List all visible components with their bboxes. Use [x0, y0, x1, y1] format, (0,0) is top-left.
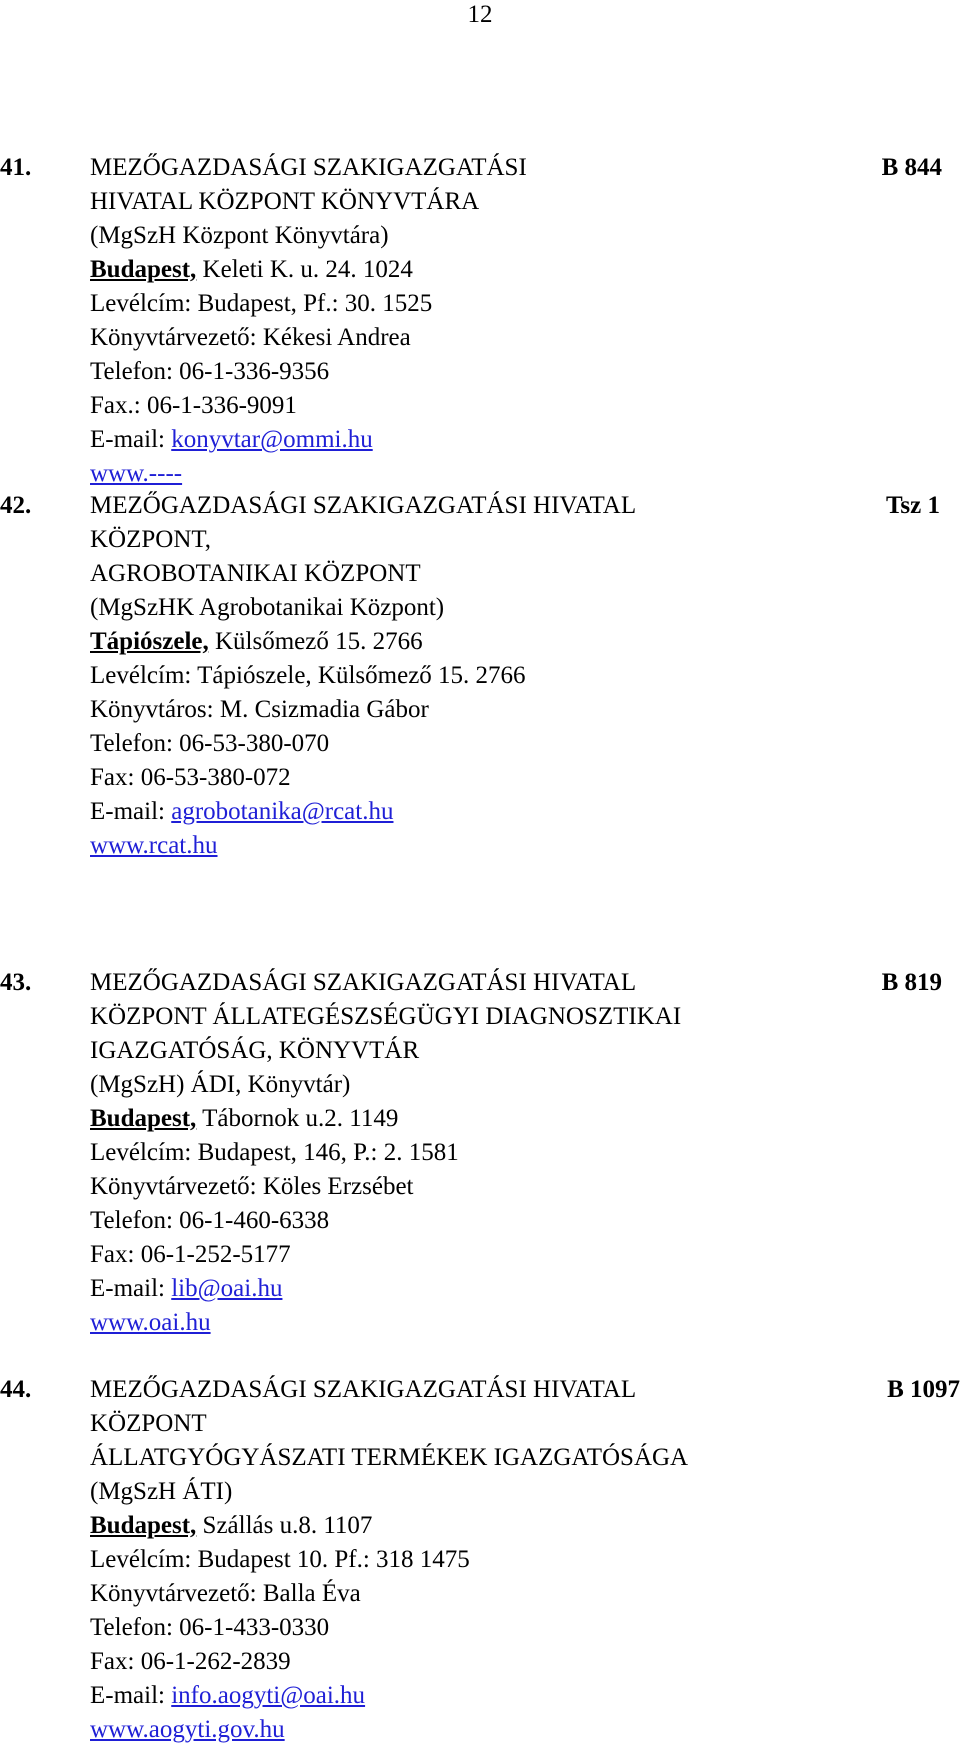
website-link[interactable]: www.oai.hu — [90, 1309, 211, 1336]
fax: Fax: 06-1-252-5177 — [90, 1241, 291, 1268]
website-link[interactable]: www.rcat.hu — [90, 832, 218, 859]
org-name-line: HIVATAL KÖZPONT KÖNYVTÁRA — [90, 188, 480, 215]
entry-code: Tsz 1 — [886, 492, 940, 519]
org-name-line: MEZŐGAZDASÁGI SZAKIGAZGATÁSI HIVATAL — [90, 969, 637, 996]
fax: Fax: 06-53-380-072 — [90, 764, 291, 791]
street-address: Szállás u.8. 1107 — [196, 1512, 373, 1539]
entry-details — [90, 489, 810, 863]
street-address: Külsőmező 15. 2766 — [208, 628, 423, 655]
org-name-line: (MgSzH Központ Könyvtára) — [90, 222, 389, 249]
org-name-line: (MgSzH) ÁDI, Könyvtár) — [90, 1071, 351, 1098]
entry-details — [90, 1373, 810, 1747]
website-line — [90, 457, 810, 491]
entry-details — [90, 151, 810, 491]
phone: Telefon: 06-1-460-6338 — [90, 1207, 330, 1234]
fax: Fax.: 06-1-336-9091 — [90, 392, 297, 419]
entry-number: 42. — [0, 492, 32, 519]
org-name-line: IGAZGATÓSÁG, KÖNYVTÁR — [90, 1037, 420, 1064]
entry-details — [90, 966, 810, 1340]
email-line — [90, 1679, 810, 1713]
email-link[interactable]: lib@oai.hu — [171, 1275, 283, 1302]
address-line — [90, 1102, 810, 1136]
entry-number: 43. — [0, 969, 32, 996]
postal-address: Levélcím: Budapest 10. Pf.: 318 1475 — [90, 1546, 470, 1573]
city: Budapest, — [90, 256, 197, 283]
website-line — [90, 1306, 810, 1340]
entry-number: 41. — [0, 154, 32, 181]
city: Tápiószele, — [90, 628, 209, 655]
phone: Telefon: 06-1-433-0330 — [90, 1614, 330, 1641]
postal-address: Levélcím: Budapest, 146, P.: 2. 1581 — [90, 1139, 459, 1166]
email-label: E-mail: — [90, 426, 172, 453]
phone: Telefon: 06-1-336-9356 — [90, 358, 330, 385]
entry-code: B 819 — [881, 969, 942, 996]
org-name-line: MEZŐGAZDASÁGI SZAKIGAZGATÁSI HIVATAL — [90, 1376, 637, 1403]
postal-address: Levélcím: Tápiószele, Külsőmező 15. 2766 — [90, 662, 526, 689]
email-line — [90, 795, 810, 829]
website-link[interactable]: www.aogyti.gov.hu — [90, 1716, 285, 1743]
website-line — [90, 1713, 810, 1747]
email-link[interactable]: konyvtar@ommi.hu — [171, 426, 373, 453]
org-name-line: (MgSzH ÁTI) — [90, 1478, 233, 1505]
email-label: E-mail: — [90, 798, 172, 825]
email-line — [90, 423, 810, 457]
address-line — [90, 1509, 810, 1543]
page-number: 12 — [467, 1, 493, 28]
org-name-line: KÖZPONT ÁLLATEGÉSZSÉGÜGYI DIAGNOSZTIKAI — [90, 1003, 682, 1030]
city: Budapest, — [90, 1512, 197, 1539]
city: Budapest, — [90, 1105, 197, 1132]
entry-code: B 1097 — [887, 1376, 960, 1403]
address-line — [90, 625, 810, 659]
org-name-line: (MgSzHK Agrobotanikai Központ) — [90, 594, 445, 621]
fax: Fax: 06-1-262-2839 — [90, 1648, 291, 1675]
org-name-line: AGROBOTANIKAI KÖZPONT — [90, 560, 421, 587]
email-label: E-mail: — [90, 1682, 172, 1709]
email-link[interactable]: info.aogyti@oai.hu — [171, 1682, 366, 1709]
librarian: Könyvtárvezető: Balla Éva — [90, 1580, 361, 1607]
entry-code: B 844 — [881, 154, 942, 181]
website-line — [90, 829, 810, 863]
email-link[interactable]: agrobotanika@rcat.hu — [171, 798, 394, 825]
street-address: Tábornok u.2. 1149 — [196, 1105, 399, 1132]
org-name-line: KÖZPONT — [90, 1410, 207, 1437]
website-link[interactable]: www.---- — [90, 460, 183, 487]
org-name-line: MEZŐGAZDASÁGI SZAKIGAZGATÁSI HIVATAL — [90, 492, 637, 519]
org-name-line: MEZŐGAZDASÁGI SZAKIGAZGATÁSI — [90, 154, 527, 181]
org-name-line: ÁLLATGYÓGYÁSZATI TERMÉKEK IGAZGATÓSÁGA — [90, 1444, 689, 1471]
email-label: E-mail: — [90, 1275, 172, 1302]
address-line — [90, 253, 810, 287]
street-address: Keleti K. u. 24. 1024 — [196, 256, 413, 283]
postal-address: Levélcím: Budapest, Pf.: 30. 1525 — [90, 290, 433, 317]
email-line — [90, 1272, 810, 1306]
librarian: Könyvtárvezető: Köles Erzsébet — [90, 1173, 414, 1200]
entry-number: 44. — [0, 1376, 32, 1403]
org-name-line: KÖZPONT, — [90, 526, 212, 553]
phone: Telefon: 06-53-380-070 — [90, 730, 330, 757]
librarian: Könyvtáros: M. Csizmadia Gábor — [90, 696, 429, 723]
librarian: Könyvtárvezető: Kékesi Andrea — [90, 324, 411, 351]
